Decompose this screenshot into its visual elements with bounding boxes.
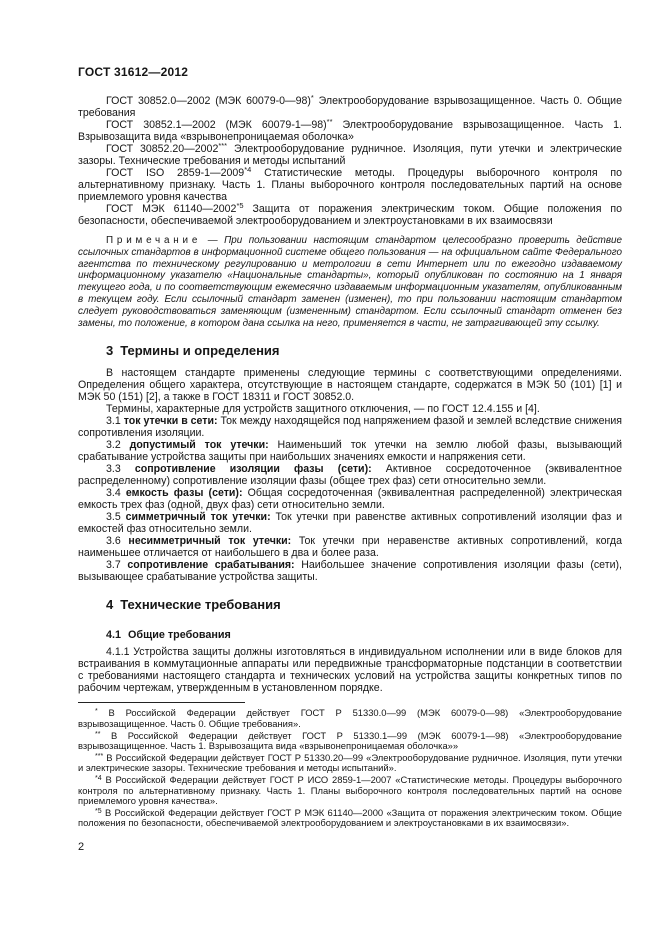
reference-item [78,167,622,203]
term-name: сопротивление срабатывания: [127,559,295,572]
page-content [78,0,622,853]
term-definition [78,463,622,487]
section-number: 4 [106,597,114,613]
footnote-marker: *** [95,752,104,760]
footnote-separator [78,702,245,703]
term-number: 3.6 [106,535,121,548]
term-number: 3.4 [106,487,121,500]
footnote-marker: *4 [244,165,252,174]
reference-item [78,143,622,167]
term-definition [78,559,622,583]
footnote-marker: * [95,708,98,716]
reference-title: Электрооборудование взрывозащищенное. Часть 0. Общие требования [78,95,622,119]
subsection-body [78,646,622,694]
footnote-item [78,731,622,752]
footnote-text: В Российской Федерации действует ГОСТ Р МЭК 61140—2000 «Защита от поражения электрическим током. Общие положения по безопасности, обеспечиваемой электрооборудованием и электроустановками в их взаимосвязи». [78,806,622,829]
footnote-marker: ** [326,117,333,126]
reference-code: ГОСТ МЭК 61140—2002 [106,203,237,215]
section-title: Технические требования [120,597,281,613]
reference-code: ГОСТ 30852.0—2002 (МЭК 60079-0—98) [106,95,311,107]
footnote-marker: * [310,93,314,102]
term-definition [78,511,622,535]
section-number: 3 [106,343,114,359]
term-number: 3.7 [106,559,121,572]
reference-title: Статистические методы. Процедуры выборочного контроля по альтернативному признаку. Часть 1. Планы выборочного контроля последовательных партий на основе приемлемого уровня качества [78,167,622,203]
reference-title: Электрооборудование рудничное. Изоляция, пути утечки и электрические зазоры. Технические требования и методы испытаний [78,143,622,167]
clause-text: Устройства защиты должны изготовляться в индивидуальном исполнении или в виде блоков для встраивания в коммутационные аппараты или передвижные трансформаторные подстанции в соответствии с требованиями настоящего стандарта и технических условий на устройства защиты конкретных типов по рабочим чертежам, утвержденным в установленном порядке. [78,646,622,695]
normative-references [78,95,622,227]
reference-title: Электрооборудование взрывозащищенное. Часть 1. Взрывозащита вида «взрывонепроницаемая оболочка» [78,119,622,143]
term-definition [78,439,622,463]
note-block [78,235,622,329]
section-heading-terms [78,343,622,359]
footnote-marker: ** [95,730,101,738]
footnote-text: В Российской Федерации действует ГОСТ Р 51330.0—99 (МЭК 60079-0—98) «Электрооборудование взрывозащищенное. Часть 0. Общие требования». [78,707,623,729]
term-name: емкость фазы (сети): [125,487,243,500]
term-name: сопротивление изоляции фазы (сети): [134,463,372,476]
footnote-marker: *** [218,141,228,150]
term-number: 3.3 [106,463,121,476]
term-text: Общая сосредоточенная (эквивалентная распределенной) электрическая емкость трех фаз (одной, двух фаз) сети относительно земли. [78,487,622,512]
reference-item [78,95,622,119]
subsection-title: Общие требования [128,629,231,642]
footnote-item [78,808,622,829]
intro-paragraph: В настоящем стандарте применены следующие термины с соответствующими определениями. Определения общего характера, отсутствующие в настоящем стандарте, содержатся в МЭК 50 (101) [1] и МЭК 50 (151) [2], а также в ГОСТ 18311 и ГОСТ 30852.0. [78,367,622,404]
reference-code: ГОСТ 30852.1—2002 (МЭК 60079-1—98) [106,119,327,131]
term-number: 3.5 [106,511,121,524]
footnote-item [78,708,622,729]
reference-item [78,119,622,143]
term-definition [78,487,622,511]
document-header: ГОСТ 31612—2012 [78,65,189,79]
term-name: симметричный ток утечки: [125,511,271,524]
footnote-item [78,753,622,774]
footnote-text: В Российской Федерации действует ГОСТ Р ИСО 2859-1—2007 «Статистические методы. Процедуры выборочного контроля по альтернативному признаку. Часть 1. Планы выборочного контроля последовательных партий на основе приемлемого уровня качества». [78,773,622,807]
footnote-text: В Российской Федерации действует ГОСТ Р 51330.20—99 «Электрооборудование рудничное. Изоляция, пути утечки и электрические зазоры. Технические требования и методы испытаний». [78,751,622,774]
term-number: 3.2 [106,439,121,452]
term-number: 3.1 [106,415,121,428]
intro-paragraph: Термины, характерные для устройств защитного отключения, — по ГОСТ 12.4.155 и [4]. [106,403,540,416]
term-definition [78,535,622,559]
footnote-marker: *5 [236,201,244,210]
term-text: Ток утечки при неравенстве активных сопротивлений, когда наименьшее отличается от наибольшего в два и более раза. [78,535,622,560]
reference-title: Защита от поражения электрическим током. Общие положения по безопасности, обеспечиваемой электрооборудованием и электроустановками в их взаимосвязи [78,203,623,227]
note-label: Примечание [106,235,202,246]
subsection-number: 4.1 [106,629,122,642]
term-name: несимметричный ток утечки: [128,535,292,548]
footnote-item [78,775,622,807]
footnotes [78,708,622,829]
footnote-marker: *5 [95,807,102,815]
section-heading-requirements [78,597,622,613]
clause-paragraph [78,646,622,694]
footnote-text: В Российской Федерации действует ГОСТ Р 51330.1—99 (МЭК 60079-1—98) «Электрооборудование взрывозащищенное. Часть 1. Взрывозащита вида «взрывонепроницаемая оболочка»» [78,729,622,752]
terms-section-body [78,367,622,583]
term-text: Ток между находящейся под напряжением фазой и землей вследствие снижения сопротивления изоляции. [78,415,623,440]
reference-item [78,203,622,227]
term-text: Наименьший ток утечки на землю любой фазы, вызывающий срабатывание устройства защиты при наибольших значениях емкости и напряжения сети. [78,439,622,464]
term-text: Наибольшее значение сопротивления изоляции фазы (сети), вызывающее срабатывание устройства защиты. [78,559,622,584]
term-name: ток утечки в сети: [123,415,218,428]
term-name: допустимый ток утечки: [129,439,269,452]
reference-code: ГОСТ 30852.20—2002 [106,143,219,155]
term-text: Активное сосредоточенное (эквивалентное распределенному) сопротивление изоляции фазы (общее трех фаз) сети относительно земли. [78,463,622,488]
page-number: 2 [78,840,85,853]
term-text: Ток утечки при равенстве активных сопротивлений изоляции фаз и емкостей фаз относительно земли. [78,511,623,536]
term-definition [78,415,622,439]
subsection-heading [78,629,622,642]
section-title: Термины и определения [120,343,280,359]
footnote-marker: *4 [95,774,102,782]
reference-code: ГОСТ ISO 2859-1—2009 [106,167,245,179]
clause-number: 4.1.1 [106,646,130,659]
note-text: — При пользовании настоящим стандартом целесообразно проверить действие ссылочных стандартов в информационной системе общего пользования — на официальном сайте Федерального агентства по техническому регулированию и метрологии в сети Интернет или по ежегодно издаваемому информационному указателю «Национальные стандарты», который опубликован по состоянию на 1 января текущего года, и по соответствующим ежемесячно издаваемым информационным указателям, опубликованным в текущем году. Если ссылочный стандарт заменен (изменен), то при пользовании настоящим стандартом следует руководствоваться заменяющим (измененным) стандартом. Если ссылочный стандарт отменен без замены, то положение, в котором дана ссылка на него, применяется в части, не затрагивающей эту ссылку. [78,235,623,329]
